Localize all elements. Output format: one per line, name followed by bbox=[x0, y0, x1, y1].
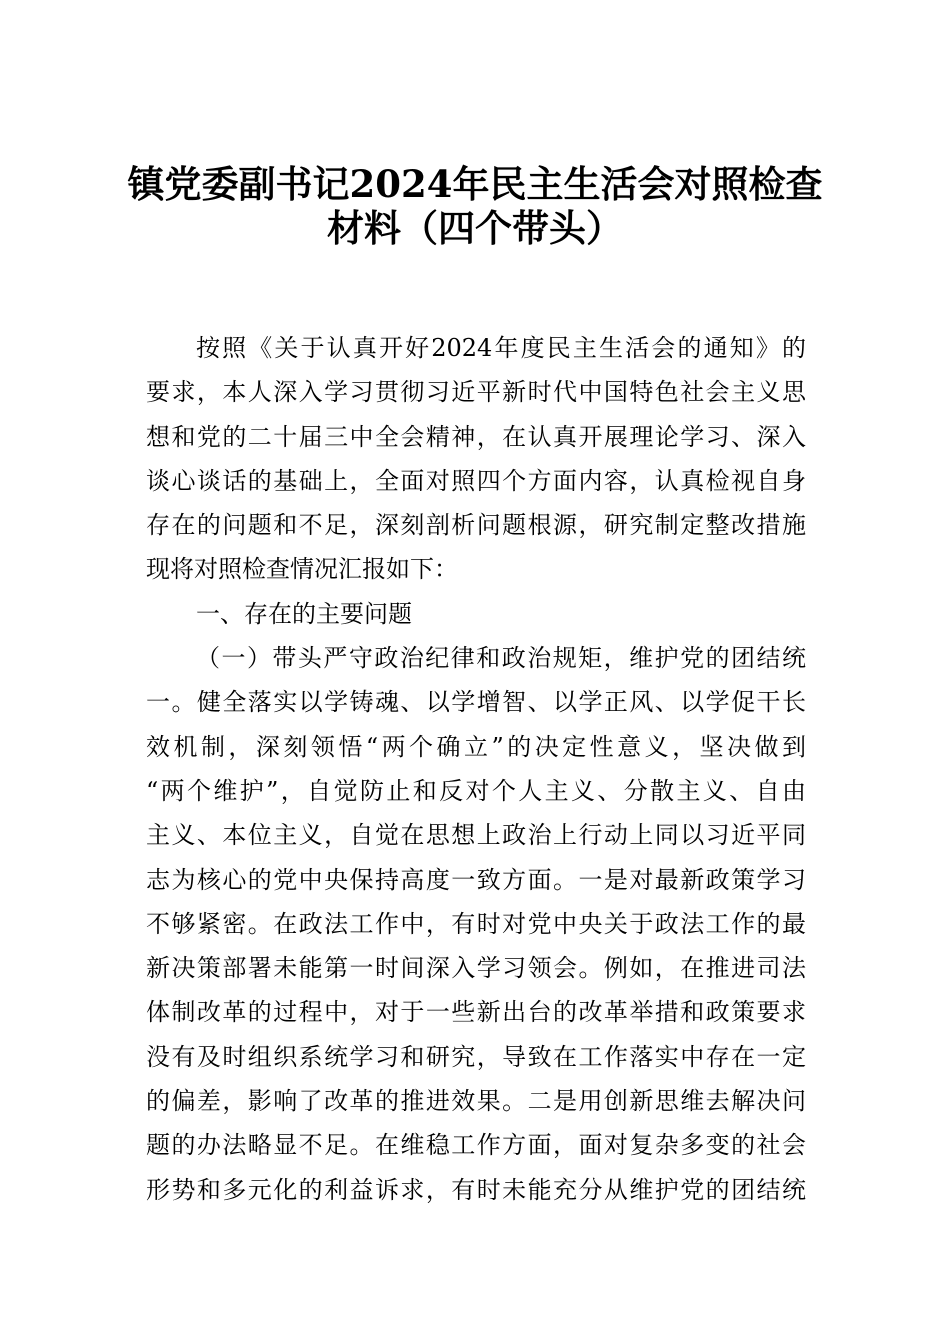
intro-line: 要求，本人深入学习贯彻习近平新时代中国特色社会主义思 bbox=[146, 378, 806, 407]
subsection-line: “两个维护”，自觉防止和反对个人主义、分散主义、自由 bbox=[146, 776, 806, 805]
subsection-line: 形势和多元化的利益诉求，有时未能充分从维护党的团结统 bbox=[146, 1175, 806, 1204]
subsection-line: 一。健全落实以学铸魂、以学增智、以学正风、以学促干长 bbox=[146, 688, 806, 717]
intro-line: 谈心谈话的基础上，全面对照四个方面内容，认真检视自身 bbox=[146, 466, 806, 495]
document-title-line-2: 材料（四个带头） bbox=[327, 206, 623, 250]
intro-line: 按照《关于认真开好2024年度民主生活会的通知》的 bbox=[196, 334, 806, 362]
subsection-line: （一）带头严守政治纪律和政治规矩，维护党的团结统 bbox=[196, 644, 806, 673]
subsection-line: 效机制，深刻领悟“两个确立”的决定性意义，坚决做到 bbox=[146, 732, 806, 761]
subsection-line: 新决策部署未能第一时间深入学习领会。例如，在推进司法 bbox=[146, 954, 806, 983]
intro-line: 存在的问题和不足，深刻剖析问题根源，研究制定整改措施 bbox=[146, 511, 806, 540]
document-body bbox=[146, 326, 806, 1212]
subsection-line: 志为核心的党中央保持高度一致方面。一是对最新政策学习 bbox=[146, 865, 806, 894]
subsection-line: 的偏差，影响了改革的推进效果。二是用创新思维去解决问 bbox=[146, 1087, 806, 1116]
subsection-line: 体制改革的过程中，对于一些新出台的改革举措和政策要求 bbox=[146, 998, 806, 1027]
subsection-line: 主义、本位主义，自觉在思想上政治上行动上同以习近平同 bbox=[146, 821, 806, 850]
subsection-line: 没有及时组织系统学习和研究，导致在工作落实中存在一定 bbox=[146, 1042, 806, 1071]
intro-line: 想和党的二十届三中全会精神，在认真开展理论学习、深入 bbox=[146, 422, 806, 451]
subsection-line: 不够紧密。在政法工作中，有时对党中央关于政法工作的最 bbox=[146, 909, 806, 938]
section-heading: 一、存在的主要问题 bbox=[196, 599, 412, 628]
intro-line: 现将对照检查情况汇报如下： bbox=[146, 555, 458, 584]
subsection-line: 题的办法略显不足。在维稳工作方面，面对复杂多变的社会 bbox=[146, 1131, 806, 1160]
document-title-line-1: 镇党委副书记2024年民主生活会对照检查 bbox=[127, 162, 823, 206]
